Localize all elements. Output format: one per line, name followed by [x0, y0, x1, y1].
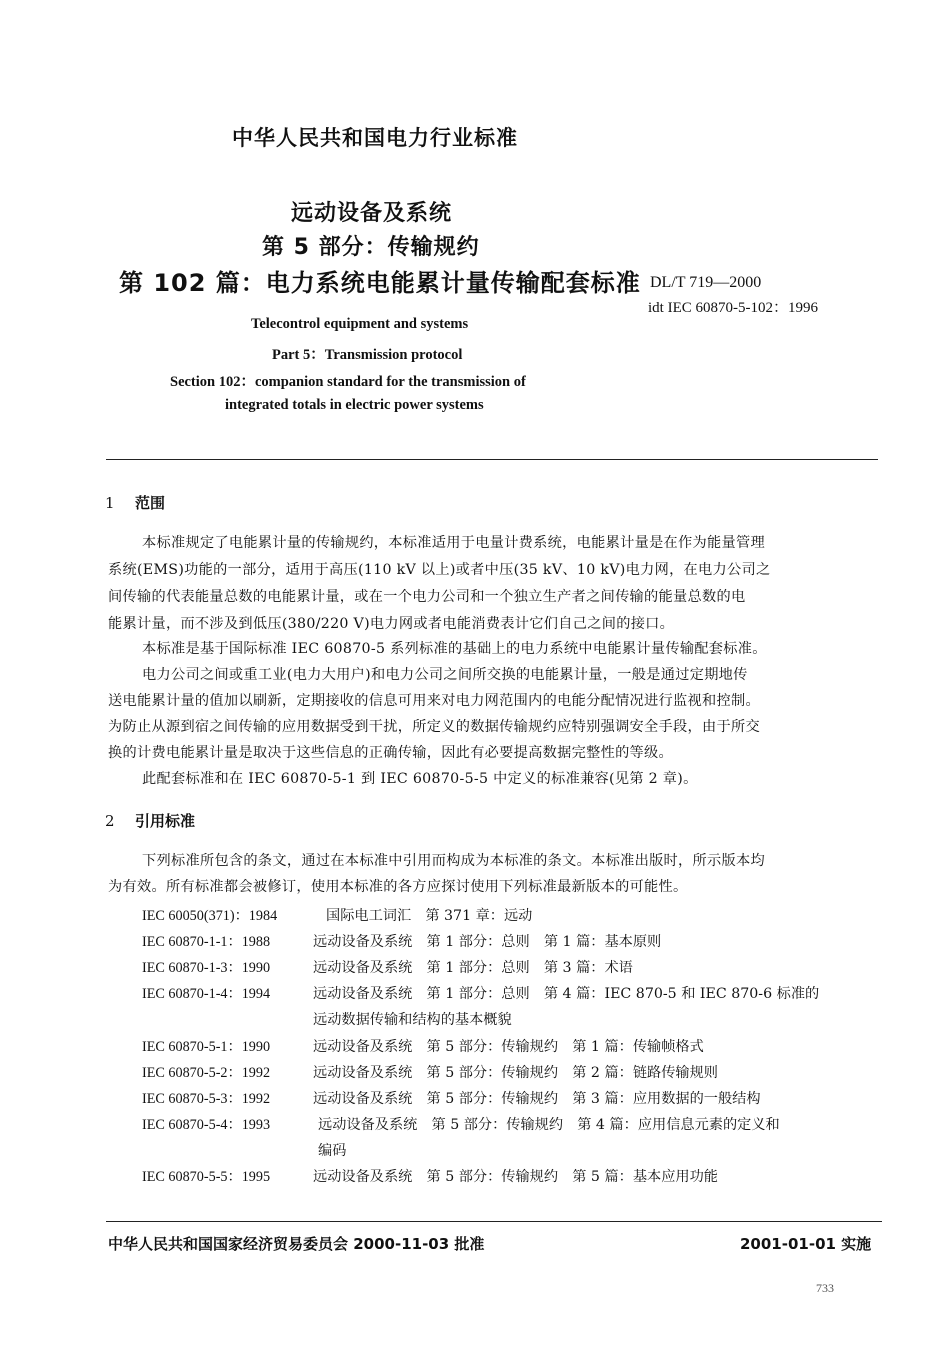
ref-title: 远动设备及系统 第 5 部分：传输规约 第 4 篇：应用信息元素的定义和 — [318, 1117, 780, 1133]
title-en-line-4: integrated totals in electric power systems — [225, 397, 484, 413]
s1-line-3: 间传输的代表能量总数的电能累计量，或在一个电力公司和一个独立生产者之间传输的能量总数的电 — [108, 589, 746, 605]
section-1-title: 范围 — [135, 494, 166, 512]
approval-statement: 中华人民共和国国家经济贸易委员会 2000-11-03 批准 — [108, 1235, 485, 1253]
ref-code: IEC 60870-5-2：1992 — [142, 1065, 271, 1081]
ref-code: IEC 60870-5-4：1993 — [142, 1117, 271, 1133]
ref-code: IEC 60870-5-5：1995 — [142, 1169, 271, 1185]
title-en-line-1: Telecontrol equipment and systems — [251, 316, 469, 332]
title-cn-line-2: 第 5 部分：传输规约 — [262, 235, 480, 260]
s2-line-1: 下列标准所包含的条文，通过在本标准中引用而构成为本标准的条文。本标准出版时，所示版本均 — [142, 853, 765, 869]
ref-title: 国际电工词汇 第 371 章：远动 — [326, 908, 533, 924]
ref-title: 远动设备及系统 第 1 部分：总则 第 4 篇：IEC 870-5 和 IEC 870-6 标准的 — [313, 986, 820, 1002]
s1-line-4: 能累计量，而不涉及到低压(380/220 V)电力网或者电能消费表计它们自己之间的接口。 — [108, 616, 675, 632]
section-1-heading — [105, 492, 165, 513]
s1-line-8: 为防止从源到宿之间传输的应用数据受到干扰，所定义的数据传输规约应特别强调安全手段，由于所交 — [108, 719, 760, 735]
section-2-title: 引用标准 — [135, 812, 196, 830]
ref-code: IEC 60870-1-4：1994 — [142, 986, 271, 1002]
ref-title: 远动设备及系统 第 5 部分：传输规约 第 1 篇：传输帧格式 — [313, 1039, 704, 1055]
s1-line-9: 换的计费电能累计量是取决于这些信息的正确传输，因此有必要提高数据完整性的等级。 — [108, 745, 674, 761]
section-2-number: 2 — [105, 812, 115, 830]
issuing-body-header: 中华人民共和国电力行业标准 — [232, 126, 518, 150]
ref-title: 远动设备及系统 第 5 部分：传输规约 第 5 篇：基本应用功能 — [313, 1169, 718, 1185]
s1-line-2: 系统(EMS)功能的一部分，适用于高压(110 kV 以上)或者中压(35 kV、10 kV)电力网，在电力公司之 — [108, 562, 771, 578]
standard-idt: idt IEC 60870-5-102：1996 — [648, 300, 818, 316]
s1-line-6: 电力公司之间或重工业(电力大用户)和电力公司之间所交换的电能累计量，一般是通过定期地传 — [142, 667, 748, 683]
ref-title: 远动设备及系统 第 1 部分：总则 第 1 篇：基本原则 — [313, 934, 662, 950]
footer-divider — [106, 1221, 882, 1222]
section-1-number: 1 — [105, 494, 115, 512]
standard-code: DL/T 719—2000 — [650, 274, 762, 291]
s1-line-5: 本标准是基于国际标准 IEC 60870-5 系列标准的基础上的电力系统中电能累计量传输配套标准。 — [142, 641, 767, 657]
s1-line-1: 本标准规定了电能累计量的传输规约，本标准适用于电量计费系统，电能累计量是在作为能量管理 — [142, 535, 765, 551]
ref-code: IEC 60050(371)：1984 — [142, 908, 278, 924]
s1-line-10: 此配套标准和在 IEC 60870-5-1 到 IEC 60870-5-5 中定义的标准兼容(见第 2 章)。 — [142, 771, 698, 787]
ref-title: 远动设备及系统 第 5 部分：传输规约 第 3 篇：应用数据的一般结构 — [313, 1091, 761, 1107]
header-divider — [106, 459, 878, 460]
ref-title-continued: 远动数据传输和结构的基本概貌 — [313, 1012, 512, 1028]
s1-line-7: 送电能累计量的值加以刷新，定期接收的信息可用来对电力网范围内的电能分配情况进行监视和控制。 — [108, 693, 760, 709]
title-en-line-3: Section 102：companion standard for the transmission of — [170, 374, 526, 390]
ref-code: IEC 60870-1-1：1988 — [142, 934, 271, 950]
ref-title: 远动设备及系统 第 1 部分：总则 第 3 篇：术语 — [313, 960, 633, 976]
ref-code: IEC 60870-1-3：1990 — [142, 960, 271, 976]
page-number: 733 — [816, 1281, 834, 1295]
s2-line-2: 为有效。所有标准都会被修订，使用本标准的各方应探讨使用下列标准最新版本的可能性。 — [108, 879, 688, 895]
effective-date: 2001-01-01 实施 — [740, 1235, 872, 1253]
ref-title: 远动设备及系统 第 5 部分：传输规约 第 2 篇：链路传输规则 — [313, 1065, 718, 1081]
title-cn-line-1: 远动设备及系统 — [291, 201, 453, 226]
title-en-line-2: Part 5：Transmission protocol — [272, 347, 463, 363]
section-2-heading — [105, 810, 195, 831]
ref-title-continued: 编码 — [318, 1143, 347, 1159]
ref-code: IEC 60870-5-1：1990 — [142, 1039, 271, 1055]
title-cn-line-3: 第 102 篇：电力系统电能累计量传输配套标准 — [119, 269, 641, 297]
ref-code: IEC 60870-5-3：1992 — [142, 1091, 271, 1107]
